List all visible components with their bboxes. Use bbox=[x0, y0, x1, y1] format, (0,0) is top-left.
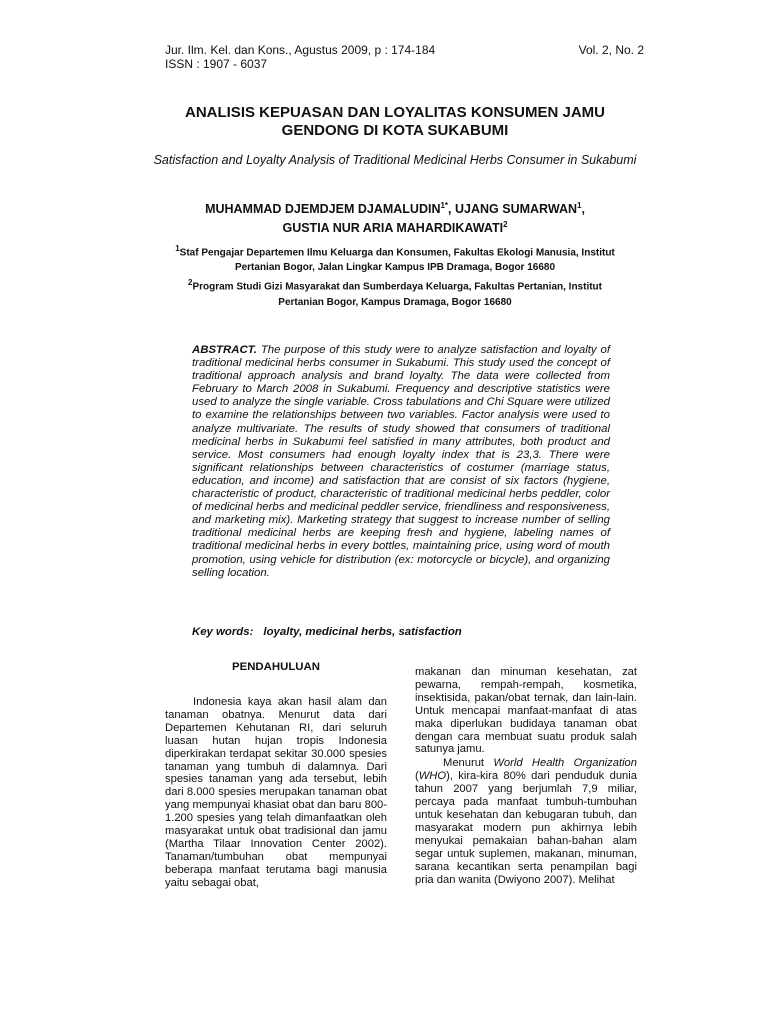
abstract bbox=[192, 344, 610, 580]
affiliations bbox=[170, 241, 620, 310]
author-line2 bbox=[150, 217, 640, 236]
paper-title-line2: GENDONG DI KOTA SUKABUMI bbox=[281, 122, 509, 139]
author-affiliation-mark: 2 bbox=[503, 220, 508, 230]
organization-abbreviation: WHO bbox=[418, 770, 447, 783]
author-name: UJANG SUMARWAN bbox=[455, 202, 577, 217]
body-paragraph bbox=[415, 757, 637, 886]
body-text: ( bbox=[415, 770, 419, 783]
keywords-label: Key words: bbox=[192, 626, 254, 638]
issn: ISSN : 1907 - 6037 bbox=[165, 57, 268, 71]
journal-citation: Jur. Ilm. Kel. dan Kons., Agustus 2009, p : 174-184 bbox=[165, 43, 436, 57]
body-text: ), kira-kira 80% dari penduduk dunia tahun 2007 yang berjumlah 7,9 miliar, percaya pada manfaat tumbuh-tumbuhan untuk kesehatan dan kebugaran tubuh, dan masyarakat modern pun akhirnya lebih menyukai pemakaian bahan-bahan alam segar untuk suplemen, makanan, minuman, sarana kecantikan serta penampilan bagi pria dan wanita (Dwiyono 2007). Melihat bbox=[415, 770, 637, 886]
paper-title bbox=[150, 104, 640, 140]
affiliation-mark: 2 bbox=[187, 278, 193, 288]
section-heading: PENDAHULUAN bbox=[232, 661, 320, 673]
keywords-value: loyalty, medicinal herbs, satisfaction bbox=[263, 626, 462, 638]
paper-title-line1: ANALISIS KEPUASAN DAN LOYALITAS KONSUMEN JAMU bbox=[184, 104, 606, 121]
abstract-text: The purpose of this study were to analyze satisfaction and loyalty of traditional medicinal herbs consumer in Sukabumi. This study used the concept of traditional approach analysis and brand loyalty. The data were collected from February to March 2008 in Sukabumi. Frequency and descriptive statistics were used to analyze the single variable. Cross tabulations and Chi Square were utilized to examine the relationships between two variables. Factor analysis were used to analyze multivariate. The results of study showed that consumers of traditional medicinal herbs in Sukabumi feel satisfied in many attributes, both product and service. Most consumers had enough loyalty index that is 23,3. There were significant relationships between characteristics of costumer (marriage status, education, and income) and satisfaction that are consist of six factors (hygiene, characteristic of product, characteristic of traditional medicinal herbs peddler, color of medicinal herbs and medicinal peddler service, friendliness and responsiveness, and marketing mix). Marketing strategy that suggest to increase number of selling traditional medicinal herbs are keeping fresh and hygiene, labeling names of traditional medicinal herbs in every bottles, maintaining price, using word of mouth promotion, using vehicle for distribution (ex: motorcycle or bicycle), and organizing selling location. bbox=[192, 344, 610, 579]
affiliation-2 bbox=[170, 275, 620, 309]
running-header-left bbox=[165, 43, 435, 71]
author-affiliation-mark: 1 bbox=[577, 201, 582, 210]
body-text: Menurut bbox=[443, 757, 494, 770]
affiliation-text: Staf Pengajar Departemen Ilmu Keluarga dan Konsumen, Fakultas Ekologi Manusia, Institut Pertanian Bogor, Jalan Lingkar Kampus IPB Dramaga, Bogor 16680 bbox=[179, 247, 615, 274]
author-separator: , bbox=[581, 202, 585, 217]
body-column-left bbox=[165, 660, 387, 890]
author-affiliation-mark: 1* bbox=[440, 201, 449, 210]
affiliation-text: Program Studi Gizi Masyarakat dan Sumberdaya Keluarga, Fakultas Pertanian, Institut Pertanian Bogor, Kampus Dramaga, Bogor 16680 bbox=[192, 281, 602, 308]
affiliation-1 bbox=[170, 241, 620, 275]
volume-number: Vol. 2, No. 2 bbox=[578, 43, 644, 57]
organization-name: World Health Organization bbox=[493, 757, 638, 770]
abstract-label: ABSTRACT. bbox=[192, 344, 257, 356]
affiliation-mark: 1 bbox=[175, 244, 180, 253]
body-paragraph: makanan dan minuman kesehatan, zat pewarna, rempah-rempah, kosmetika, insektisida, pakan/obat ternak, dan lain-lain. Untuk mencapai manfaat-manfaat di atas maka diperlukan budidaya tanaman obat dengan cara membuat suatu produk salah satunya jamu. bbox=[415, 666, 637, 756]
author-name: GUSTIA NUR ARIA MAHARDIKAWATI bbox=[282, 221, 504, 236]
body-column-right bbox=[415, 666, 637, 886]
author-line1 bbox=[150, 198, 640, 217]
keywords bbox=[192, 625, 610, 639]
body-paragraph: Indonesia kaya akan hasil alam dan tanaman obatnya. Menurut data dari Departemen Kehutanan RI, dari seluruh luasan hutan hujan tropis Indonesia diperkirakan terdapat sekitar 30.000 spesies tanaman yang tumbuh di dalamnya. Dari spesies tanaman yang ada tersebut, lebih dari 8.000 spesies merupakan tanaman obat yang mempunyai khasiat obat dan baru 800-1.200 spesies yang telah dimanfaatkan oleh masyarakat untuk obat tradisional dan jamu (Martha Tilaar Innovation Center 2002). Tanaman/tumbuhan obat mempunyai beberapa manfaat terutama bagi manusia yaitu sebagai obat, bbox=[165, 696, 387, 889]
author-name: MUHAMMAD DJEMDJEM DJAMALUDIN bbox=[205, 202, 441, 217]
author-separator: , bbox=[448, 202, 455, 217]
author-list bbox=[150, 198, 640, 236]
english-title: Satisfaction and Loyalty Analysis of Traditional Medicinal Herbs Consumer in Sukabumi bbox=[153, 153, 637, 167]
